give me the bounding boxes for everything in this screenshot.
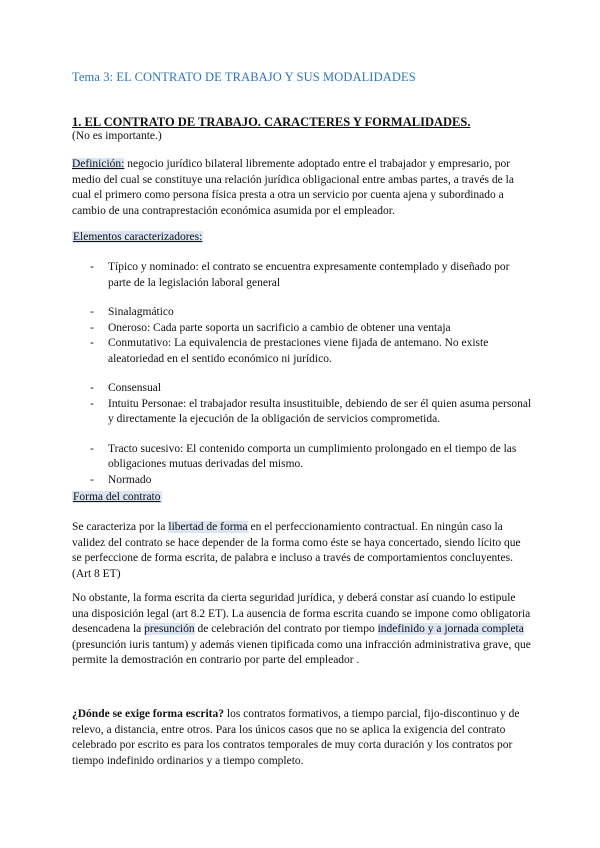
list-item: - Consensual	[90, 382, 162, 394]
definition-text: negocio jurídico bilateral libremente adoptado entre el trabajador y empresario, por medio del cual se constituye una relación jurídica obligacional entre ambas partes, a través de la cual el primero como persona física presta a otra un servicio por cuenta ajena y subordinado a cambio de una contraprestación económica asumida por el empleador.	[72, 158, 514, 217]
section-note: (No es importante.)	[72, 130, 162, 142]
list-item: - Conmutativo: La equivalencia de prestaciones viene fijada de antemano. No existe aleatoriedad en el sentido económico ni jurídico.	[90, 337, 489, 365]
list-item: - Normado	[90, 473, 152, 486]
list-item: - Tracto sucesivo: El contenido comporta un cumplimiento prolongado en el tiempo de las obligaciones mutuas derivadas del mismo.	[90, 442, 517, 470]
definition-paragraph	[72, 157, 532, 219]
written-form-question: ¿Dónde se exige forma escrita?	[72, 708, 225, 720]
list-item: - Oneroso: Cada parte soporta un sacrificio a cambio de obtener una ventaja	[90, 321, 451, 334]
highlight-presuncion: presunción	[144, 623, 195, 635]
list-item: - Típico y nominado: el contrato se encuentra expresamente contemplado y diseñado por parte de la legislación laboral general	[90, 261, 510, 289]
form-paragraph-1: Se caracteriza por la libertad de forma en el perfeccionamiento contractual. En ningún caso la validez del contrato se hace depender de la forma como éste se haya concertado, siendo lícito que se perfeccione de forma escrita, de palabra e incluso a través de comportamientos concluyentes. (Art 8 ET)	[72, 521, 521, 580]
written-form-paragraph: ¿Dónde se exige forma escrita? los contratos formativos, a tiempo parcial, fijo-discontinuo y de relevo, a distancia, entre otros. Para los únicos casos que no se aplica la exigencia del contrato celebrado por escrito es para los contratos temporales de muy corta duración y los contratos por tiempo indefinido ordinarios y a tiempo completo.	[72, 708, 520, 767]
form-heading: Forma del contrato	[73, 491, 161, 503]
definition-label: Definición:	[72, 158, 125, 170]
section-heading: 1. EL CONTRATO DE TRABAJO. CARACTERES Y FORMALIDADES.	[72, 115, 471, 129]
highlight-indefinido: indefinido y a jornada completa	[377, 623, 524, 635]
document-title: Tema 3: EL CONTRATO DE TRABAJO Y SUS MODALIDADES	[72, 70, 416, 84]
list-item: - Sinalagmático	[90, 306, 174, 318]
elements-heading: Elementos caracterizadores:	[73, 231, 203, 243]
form-paragraph-2: No obstante, la forma escrita da cierta seguridad jurídica, y deberá constar así cuando lo estipule una disposición legal (art 8.2 ET). La ausencia de forma escrita cuando se impone como obligatoria desencadena la presunción de celebración del contrato por tiempo indefinido y a jornada completa (presunción iuris tantum) y además vienen tipificada como una infracción administrativa grave, que permite la demostración en contrario por parte del empleador .	[72, 592, 531, 666]
elements-list	[90, 260, 534, 488]
highlight-libertad: libertad de forma	[168, 521, 248, 533]
list-item: - Intuitu Personae: el trabajador resulta insustituible, debiendo de ser él quien asuma personal y directamente la ejecución de la obligación de servicios comprometida.	[90, 397, 532, 425]
